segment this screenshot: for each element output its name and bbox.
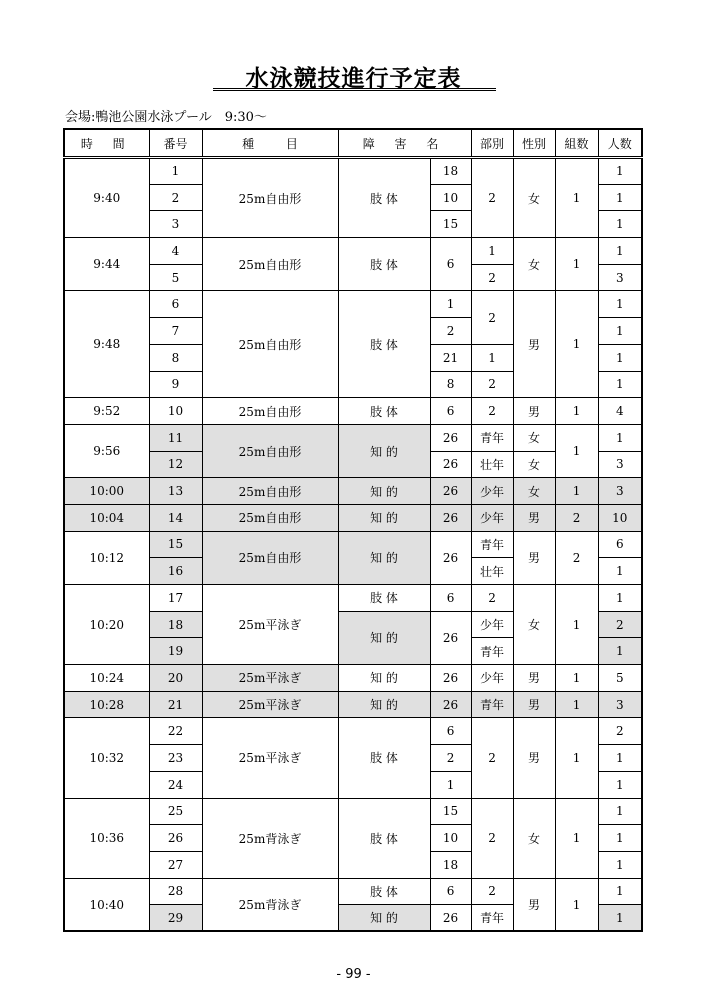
groups-cell: 1 xyxy=(555,238,598,291)
gender-cell: 女 xyxy=(513,238,555,291)
code-cell: 15 xyxy=(430,211,471,238)
people-cell: 1 xyxy=(598,424,642,451)
people-cell: 3 xyxy=(598,478,642,505)
number-cell: 24 xyxy=(149,771,202,798)
people-cell: 1 xyxy=(598,585,642,612)
number-cell: 3 xyxy=(149,211,202,238)
people-cell: 1 xyxy=(598,344,642,371)
code-cell: 6 xyxy=(430,398,471,425)
division-cell: 2 xyxy=(471,718,513,798)
header-time: 時 間 xyxy=(64,129,149,158)
people-cell: 1 xyxy=(598,211,642,238)
time-cell: 10:28 xyxy=(64,691,149,718)
time-cell: 9:52 xyxy=(64,398,149,425)
groups-cell: 1 xyxy=(555,878,598,931)
number-cell: 26 xyxy=(149,825,202,852)
disability-cell: 知 的 xyxy=(338,504,430,531)
table-row xyxy=(64,238,642,265)
time-cell: 10:00 xyxy=(64,478,149,505)
number-cell: 21 xyxy=(149,691,202,718)
division-cell: 少年 xyxy=(471,504,513,531)
page-title: 水泳競技進行予定表 xyxy=(245,66,462,92)
number-cell: 5 xyxy=(149,264,202,291)
header-event: 種 目 xyxy=(202,129,338,158)
gender-cell: 男 xyxy=(513,665,555,692)
gender-cell: 女 xyxy=(513,158,555,238)
groups-cell: 1 xyxy=(555,158,598,238)
event-cell: 25m平泳ぎ xyxy=(202,585,338,665)
event-cell: 25m自由形 xyxy=(202,504,338,531)
disability-cell: 肢 体 xyxy=(338,585,430,612)
gender-cell: 男 xyxy=(513,291,555,398)
time-cell: 9:40 xyxy=(64,158,149,238)
division-cell: 1 xyxy=(471,238,513,265)
people-cell: 1 xyxy=(598,558,642,585)
code-cell: 26 xyxy=(430,665,471,692)
code-cell: 21 xyxy=(430,344,471,371)
code-cell: 2 xyxy=(430,318,471,345)
division-cell: 青年 xyxy=(471,691,513,718)
groups-cell: 1 xyxy=(555,691,598,718)
division-cell: 壮年 xyxy=(471,451,513,478)
people-cell: 1 xyxy=(598,905,642,932)
event-cell: 25m自由形 xyxy=(202,291,338,398)
page-number: - 99 - xyxy=(336,967,371,982)
gender-cell: 男 xyxy=(513,718,555,798)
people-cell: 1 xyxy=(598,878,642,905)
code-cell: 10 xyxy=(430,184,471,211)
number-cell: 8 xyxy=(149,344,202,371)
number-cell: 7 xyxy=(149,318,202,345)
number-cell: 1 xyxy=(149,158,202,185)
venue-label: 会場:鴨池公園水泳プール 9:30〜 xyxy=(65,110,267,125)
event-cell: 25m背泳ぎ xyxy=(202,798,338,878)
code-cell: 26 xyxy=(430,691,471,718)
division-cell: 青年 xyxy=(471,531,513,558)
disability-cell: 肢 体 xyxy=(338,158,430,238)
table-row xyxy=(64,478,642,505)
gender-cell: 女 xyxy=(513,585,555,665)
code-cell: 6 xyxy=(430,878,471,905)
people-cell: 6 xyxy=(598,531,642,558)
groups-cell: 1 xyxy=(555,665,598,692)
code-cell: 18 xyxy=(430,851,471,878)
division-cell: 2 xyxy=(471,158,513,238)
groups-cell: 1 xyxy=(555,291,598,398)
people-cell: 1 xyxy=(598,798,642,825)
time-cell: 9:48 xyxy=(64,291,149,398)
people-cell: 1 xyxy=(598,851,642,878)
division-cell: 少年 xyxy=(471,665,513,692)
number-cell: 11 xyxy=(149,424,202,451)
gender-cell: 男 xyxy=(513,398,555,425)
table-row xyxy=(64,585,642,612)
header-number: 番号 xyxy=(149,129,202,158)
time-cell: 9:56 xyxy=(64,424,149,477)
time-cell: 10:04 xyxy=(64,504,149,531)
number-cell: 23 xyxy=(149,745,202,772)
table-row xyxy=(64,878,642,905)
time-cell: 10:32 xyxy=(64,718,149,798)
code-cell: 26 xyxy=(430,424,471,451)
time-cell: 10:20 xyxy=(64,585,149,665)
people-cell: 3 xyxy=(598,264,642,291)
division-cell: 少年 xyxy=(471,611,513,638)
number-cell: 22 xyxy=(149,718,202,745)
table-row xyxy=(64,398,642,425)
people-cell: 1 xyxy=(598,771,642,798)
people-cell: 1 xyxy=(598,825,642,852)
division-cell: 2 xyxy=(471,398,513,425)
code-cell: 26 xyxy=(430,504,471,531)
number-cell: 29 xyxy=(149,905,202,932)
event-cell: 25m自由形 xyxy=(202,531,338,584)
people-cell: 10 xyxy=(598,504,642,531)
time-cell: 10:40 xyxy=(64,878,149,931)
people-cell: 1 xyxy=(598,184,642,211)
people-cell: 2 xyxy=(598,718,642,745)
number-cell: 10 xyxy=(149,398,202,425)
code-cell: 1 xyxy=(430,291,471,318)
division-cell: 2 xyxy=(471,291,513,344)
code-cell: 10 xyxy=(430,825,471,852)
code-cell: 26 xyxy=(430,451,471,478)
header-gender: 性別 xyxy=(513,129,555,158)
people-cell: 1 xyxy=(598,638,642,665)
disability-cell: 肢 体 xyxy=(338,291,430,398)
code-cell: 26 xyxy=(430,478,471,505)
number-cell: 25 xyxy=(149,798,202,825)
division-cell: 2 xyxy=(471,878,513,905)
people-cell: 1 xyxy=(598,318,642,345)
division-cell: 1 xyxy=(471,344,513,371)
people-cell: 1 xyxy=(598,238,642,265)
number-cell: 18 xyxy=(149,611,202,638)
gender-cell: 男 xyxy=(513,878,555,931)
division-cell: 2 xyxy=(471,264,513,291)
gender-cell: 男 xyxy=(513,504,555,531)
disability-cell: 知 的 xyxy=(338,478,430,505)
code-cell: 26 xyxy=(430,531,471,584)
event-cell: 25m自由形 xyxy=(202,158,338,238)
people-cell: 1 xyxy=(598,158,642,185)
number-cell: 4 xyxy=(149,238,202,265)
people-cell: 4 xyxy=(598,398,642,425)
disability-cell: 知 的 xyxy=(338,531,430,584)
disability-cell: 知 的 xyxy=(338,424,430,477)
title-underline xyxy=(213,88,496,91)
disability-cell: 知 的 xyxy=(338,905,430,932)
event-cell: 25m背泳ぎ xyxy=(202,878,338,931)
time-cell: 10:36 xyxy=(64,798,149,878)
gender-cell: 男 xyxy=(513,531,555,584)
people-cell: 1 xyxy=(598,371,642,398)
groups-cell: 1 xyxy=(555,585,598,665)
event-cell: 25m平泳ぎ xyxy=(202,718,338,798)
header-division: 部別 xyxy=(471,129,513,158)
disability-cell: 知 的 xyxy=(338,665,430,692)
table-row xyxy=(64,504,642,531)
disability-cell: 肢 体 xyxy=(338,398,430,425)
number-cell: 13 xyxy=(149,478,202,505)
number-cell: 2 xyxy=(149,184,202,211)
division-cell: 2 xyxy=(471,798,513,878)
disability-cell: 知 的 xyxy=(338,691,430,718)
header-row xyxy=(64,129,642,158)
disability-cell: 肢 体 xyxy=(338,718,430,798)
groups-cell: 1 xyxy=(555,478,598,505)
division-cell: 青年 xyxy=(471,424,513,451)
gender-cell: 女 xyxy=(513,478,555,505)
groups-cell: 2 xyxy=(555,504,598,531)
disability-cell: 肢 体 xyxy=(338,798,430,878)
people-cell: 2 xyxy=(598,611,642,638)
code-cell: 2 xyxy=(430,745,471,772)
people-cell: 3 xyxy=(598,691,642,718)
people-cell: 1 xyxy=(598,291,642,318)
number-cell: 12 xyxy=(149,451,202,478)
code-cell: 18 xyxy=(430,158,471,185)
number-cell: 28 xyxy=(149,878,202,905)
number-cell: 15 xyxy=(149,531,202,558)
event-cell: 25m自由形 xyxy=(202,478,338,505)
time-cell: 10:24 xyxy=(64,665,149,692)
code-cell: 6 xyxy=(430,238,471,291)
division-cell: 2 xyxy=(471,585,513,612)
division-cell: 少年 xyxy=(471,478,513,505)
division-cell: 2 xyxy=(471,371,513,398)
gender-cell: 男 xyxy=(513,691,555,718)
event-cell: 25m自由形 xyxy=(202,238,338,291)
header-people: 人数 xyxy=(598,129,642,158)
table-row xyxy=(64,718,642,745)
disability-cell: 肢 体 xyxy=(338,878,430,905)
number-cell: 6 xyxy=(149,291,202,318)
number-cell: 16 xyxy=(149,558,202,585)
people-cell: 3 xyxy=(598,451,642,478)
code-cell: 6 xyxy=(430,718,471,745)
number-cell: 20 xyxy=(149,665,202,692)
code-cell: 15 xyxy=(430,798,471,825)
table-row xyxy=(64,531,642,558)
number-cell: 9 xyxy=(149,371,202,398)
number-cell: 27 xyxy=(149,851,202,878)
header-groups: 組数 xyxy=(555,129,598,158)
people-cell: 5 xyxy=(598,665,642,692)
header-disability: 障 害 名 xyxy=(338,129,471,158)
division-cell: 青年 xyxy=(471,905,513,932)
gender-cell: 女 xyxy=(513,798,555,878)
time-cell: 10:12 xyxy=(64,531,149,584)
people-cell: 1 xyxy=(598,745,642,772)
number-cell: 14 xyxy=(149,504,202,531)
table-row xyxy=(64,665,642,692)
gender-cell: 女 xyxy=(513,451,555,478)
number-cell: 19 xyxy=(149,638,202,665)
table-row xyxy=(64,424,642,451)
code-cell: 1 xyxy=(430,771,471,798)
code-cell: 8 xyxy=(430,371,471,398)
groups-cell: 1 xyxy=(555,718,598,798)
groups-cell: 1 xyxy=(555,398,598,425)
groups-cell: 1 xyxy=(555,424,598,477)
table-row xyxy=(64,798,642,825)
time-cell: 9:44 xyxy=(64,238,149,291)
code-cell: 26 xyxy=(430,611,471,664)
table-row xyxy=(64,691,642,718)
event-cell: 25m平泳ぎ xyxy=(202,691,338,718)
schedule-table xyxy=(63,128,643,932)
division-cell: 壮年 xyxy=(471,558,513,585)
groups-cell: 2 xyxy=(555,531,598,584)
gender-cell: 女 xyxy=(513,424,555,451)
code-cell: 6 xyxy=(430,585,471,612)
event-cell: 25m自由形 xyxy=(202,398,338,425)
disability-cell: 肢 体 xyxy=(338,238,430,291)
code-cell: 26 xyxy=(430,905,471,932)
event-cell: 25m自由形 xyxy=(202,424,338,477)
number-cell: 17 xyxy=(149,585,202,612)
disability-cell: 知 的 xyxy=(338,611,430,664)
groups-cell: 1 xyxy=(555,798,598,878)
event-cell: 25m平泳ぎ xyxy=(202,665,338,692)
table-row xyxy=(64,158,642,185)
division-cell: 青年 xyxy=(471,638,513,665)
table-row xyxy=(64,291,642,318)
